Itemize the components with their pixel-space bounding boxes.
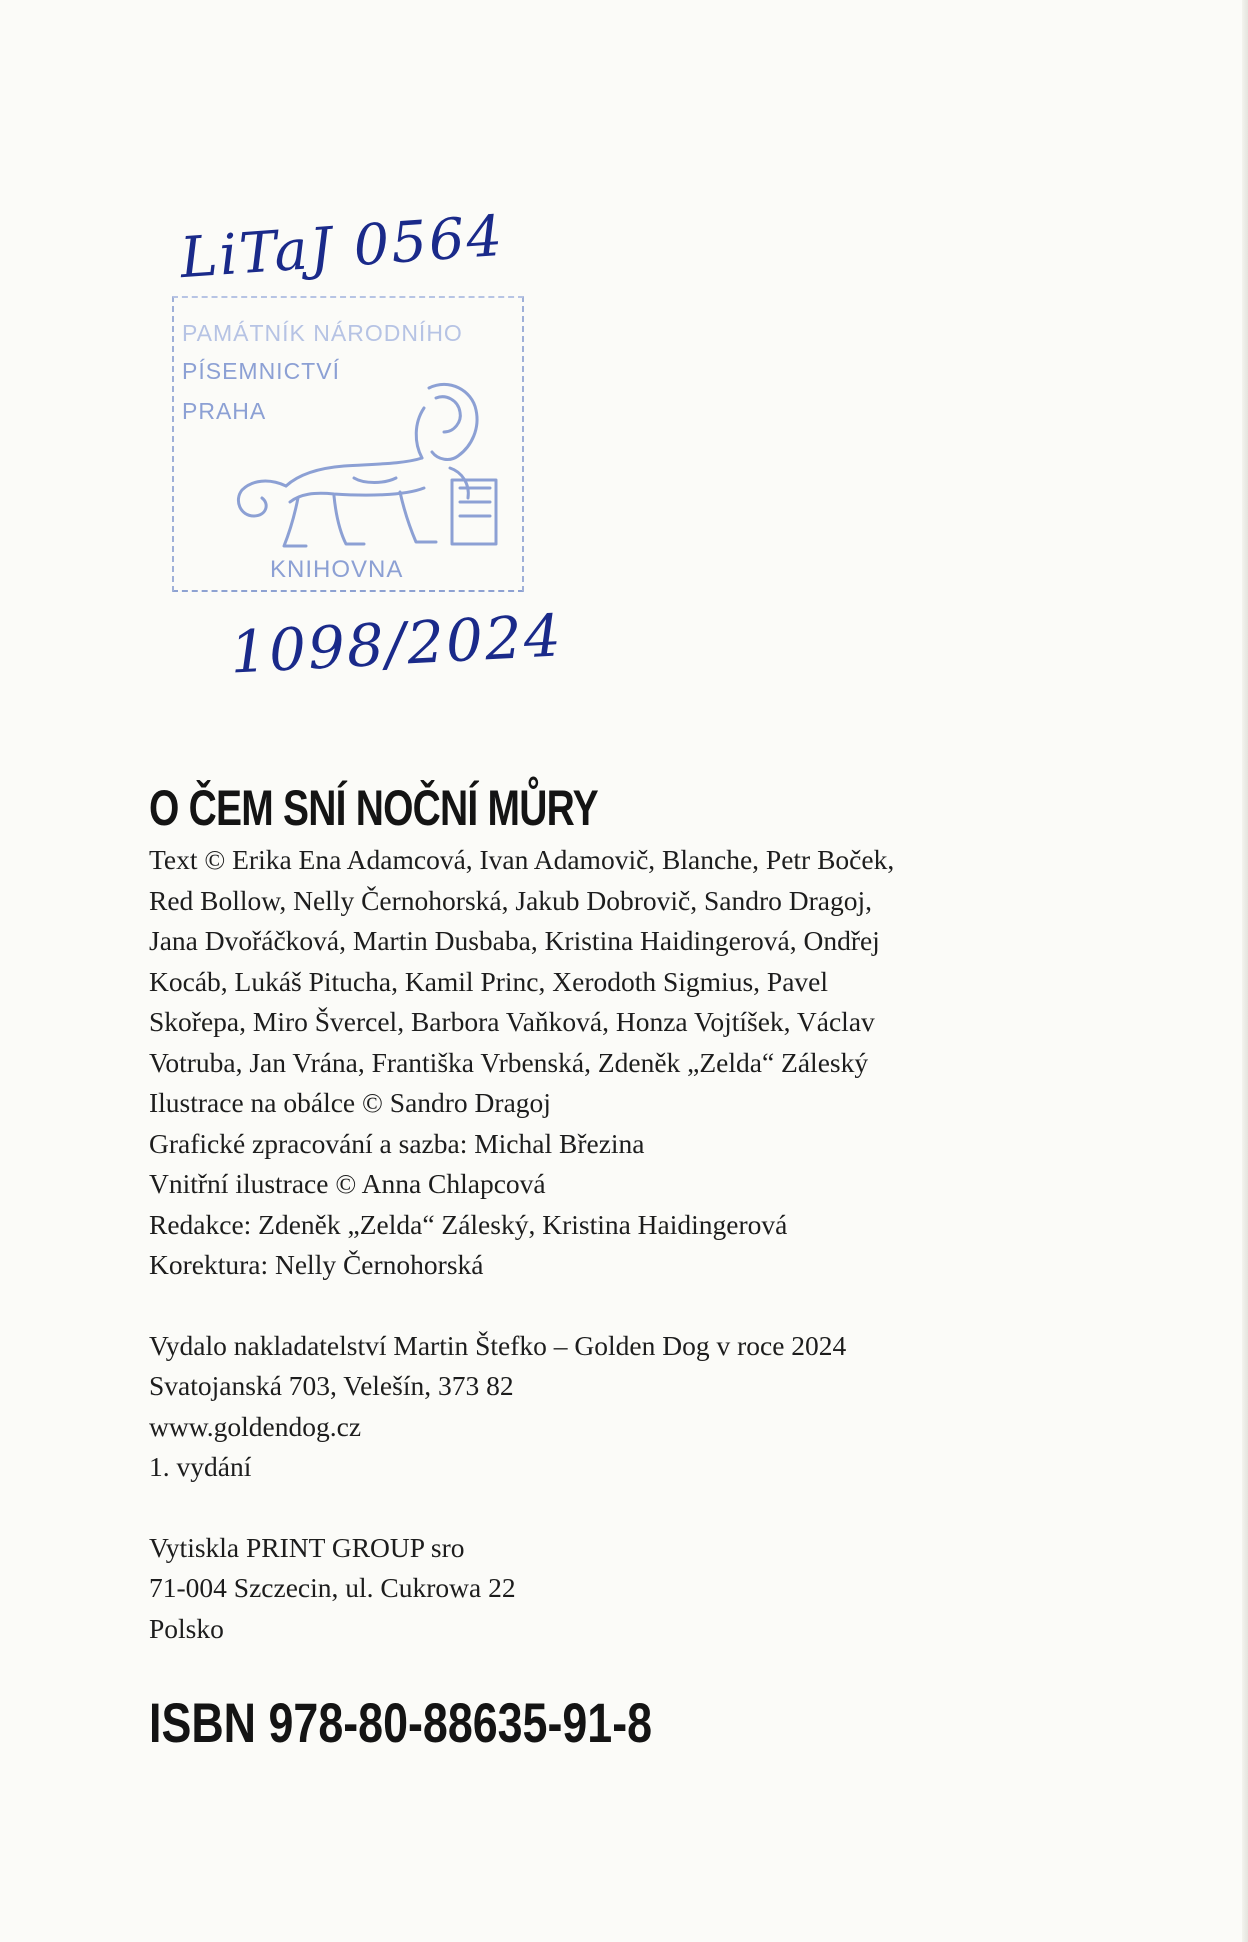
- credits-line: Text © Erika Ena Adamcová, Ivan Adamovič, Blanche, Petr Boček,: [149, 844, 895, 875]
- credits-line: Ilustrace na obálce © Sandro Dragoj: [149, 1087, 551, 1118]
- credits-line: Grafické zpracování a sazba: Michal Březina: [149, 1127, 645, 1159]
- credits-line: Red Bollow, Nelly Černohorská, Jakub Dobrovič, Sandro Dragoj,: [149, 884, 873, 916]
- library-stamp: [172, 296, 524, 592]
- paper-edge: [1242, 0, 1248, 1942]
- credits-line: Skořepa, Miro Švercel, Barbora Vaňková, Honza Vojtíšek, Václav: [149, 1006, 875, 1037]
- publisher-line: Vydalo nakladatelství Martin Štefko – Golden Dog v roce 2024: [149, 1329, 847, 1361]
- book-title: O ČEM SNÍ NOČNÍ MŮRY: [149, 780, 598, 836]
- stamp-line-2: PÍSEMNICTVÍ: [182, 358, 340, 384]
- handwritten-shelf-mark: LiTaJ 0564: [178, 203, 507, 292]
- publisher-line: Svatojanská 703, Velešín, 373 82: [149, 1370, 514, 1401]
- edition-line: 1. vydání: [149, 1451, 252, 1482]
- credits-line: Kocáb, Lukáš Pitucha, Kamil Princ, Xerodoth Sigmius, Pavel: [149, 965, 829, 997]
- credits-line: Korektura: Nelly Černohorská: [149, 1249, 484, 1280]
- printer-line: Polsko: [149, 1612, 224, 1644]
- credits-line: Votruba, Jan Vrána, Františka Vrbenská, Zdeněk „Zelda“ Záleský: [149, 1046, 869, 1078]
- printer-block: [149, 1528, 1089, 1650]
- lion-emblem-icon: [214, 368, 504, 558]
- isbn: ISBN 978-80-88635-91-8: [149, 1691, 653, 1754]
- imprint-content: [149, 780, 1089, 1649]
- stamp-line-3: PRAHA: [182, 398, 267, 424]
- credits-line: Vnitřní ilustrace © Anna Chlapcová: [149, 1168, 546, 1199]
- publisher-website: www.goldendog.cz: [149, 1410, 362, 1442]
- credits-line: Redakce: Zdeněk „Zelda“ Záleský, Kristina Haidingerová: [149, 1208, 788, 1240]
- credits-block: [149, 840, 1089, 1286]
- stamp-line-4: KNIHOVNA: [270, 556, 404, 583]
- stamp-line-1: PAMÁTNÍK NÁRODNÍHO: [182, 320, 463, 346]
- publisher-block: [149, 1326, 1089, 1488]
- handwritten-accession-number: 1098/2024: [228, 601, 565, 687]
- printer-line: 71-004 Szczecin, ul. Cukrowa 22: [149, 1572, 516, 1603]
- printer-line: Vytiskla PRINT GROUP sro: [149, 1531, 465, 1563]
- credits-line: Jana Dvořáčková, Martin Dusbaba, Kristina Haidingerová, Ondřej: [149, 925, 880, 956]
